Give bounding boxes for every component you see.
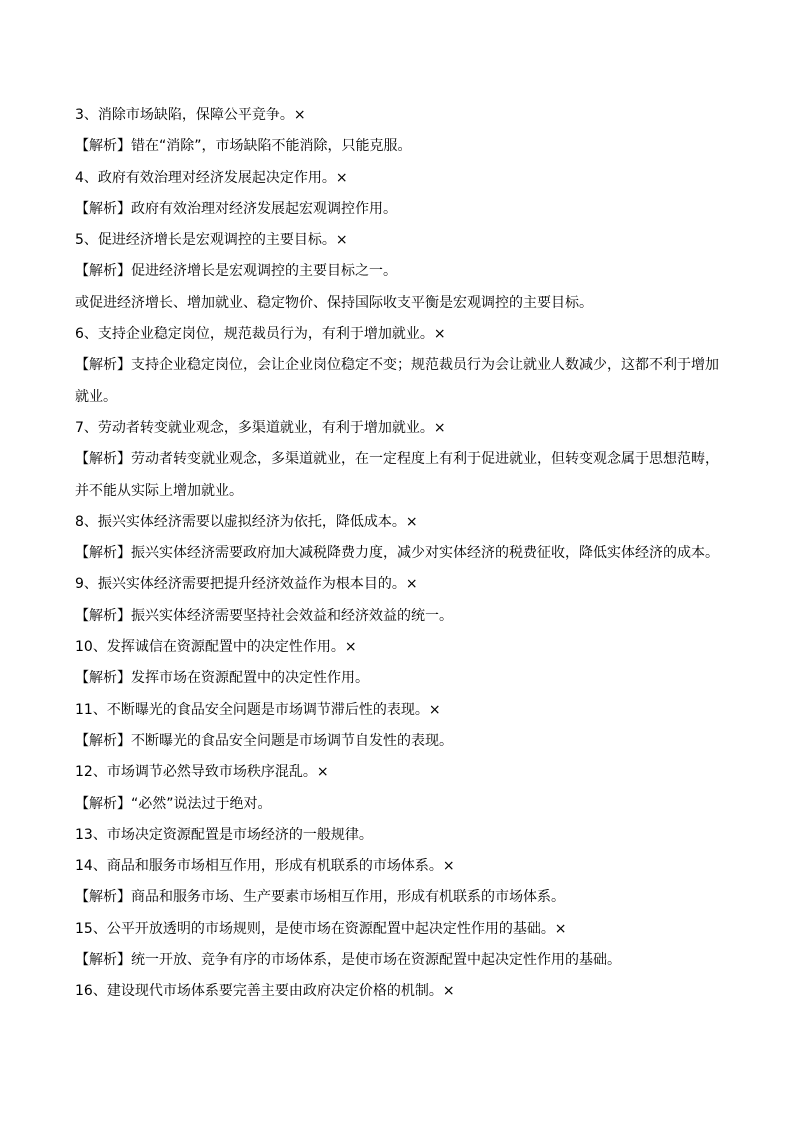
analysis-line: 【解析】统一开放、竞争有序的市场体系，是使市场在资源配置中起决定性作用的基础。	[75, 952, 621, 969]
analysis-line: 【解析】政府有效治理对经济发展起宏观调控作用。	[75, 200, 397, 217]
question-line: 9、振兴实体经济需要把提升经济效益作为根本目的。×	[75, 576, 418, 593]
question-line: 15、公平开放透明的市场规则，是使市场在资源配置中起决定性作用的基础。×	[75, 920, 567, 937]
question-line: 5、促进经济增长是宏观调控的主要目标。×	[75, 232, 348, 249]
question-line: 12、市场调节必然导致市场秩序混乱。×	[75, 764, 329, 781]
analysis-line: 【解析】振兴实体经济需要坚持社会效益和经济效益的统一。	[75, 607, 453, 624]
analysis-line: 【解析】劳动者转变就业观念，多渠道就业，在一定程度上有利于促进就业，但转变观念属于思想范畴，	[75, 451, 719, 468]
question-line: 14、商品和服务市场相互作用，形成有机联系的市场体系。×	[75, 858, 455, 875]
analysis-line: 【解析】促进经济增长是宏观调控的主要目标之一。	[75, 263, 397, 280]
question-line: 8、振兴实体经济需要以虚拟经济为依托，降低成本。×	[75, 513, 418, 530]
question-line: 6、支持企业稳定岗位，规范裁员行为，有利于增加就业。×	[75, 326, 446, 343]
analysis-continuation-line: 并不能从实际上增加就业。	[75, 482, 243, 499]
question-line: 3、消除市场缺陷，保障公平竞争。×	[75, 107, 306, 123]
analysis-continuation-line: 就业。	[75, 388, 117, 405]
analysis-line: 【解析】“必然”说法过于绝对。	[75, 795, 272, 812]
document-body	[75, 100, 725, 1008]
question-line: 13、市场决定资源配置是市场经济的一般规律。	[75, 826, 373, 843]
analysis-continuation-line: 或促进经济增长、增加就业、稳定物价、保持国际收支平衡是宏观调控的主要目标。	[75, 294, 593, 311]
question-line: 11、不断曝光的食品安全问题是市场调节滞后性的表现。×	[75, 701, 441, 718]
question-line: 16、建设现代市场体系要完善主要由政府决定价格的机制。×	[75, 983, 455, 1000]
analysis-line: 【解析】振兴实体经济需要政府加大减税降费力度，减少对实体经济的税费征收，降低实体经济的成本。	[75, 545, 719, 562]
analysis-line: 【解析】发挥市场在资源配置中的决定性作用。	[75, 670, 369, 687]
analysis-line: 【解析】不断曝光的食品安全问题是市场调节自发性的表现。	[75, 732, 453, 749]
question-line: 7、劳动者转变就业观念，多渠道就业，有利于增加就业。×	[75, 419, 446, 436]
analysis-line: 【解析】支持企业稳定岗位，会让企业岗位稳定不变；规范裁员行为会让就业人数减少，这都不利于增加	[75, 357, 719, 374]
analysis-line: 【解析】商品和服务市场、生产要素市场相互作用，形成有机联系的市场体系。	[75, 889, 565, 906]
analysis-line: 【解析】错在“消除”，市场缺陷不能消除，只能克服。	[75, 138, 412, 155]
question-line: 10、发挥诚信在资源配置中的决定性作用。×	[75, 639, 357, 656]
question-line: 4、政府有效治理对经济发展起决定作用。×	[75, 169, 348, 186]
